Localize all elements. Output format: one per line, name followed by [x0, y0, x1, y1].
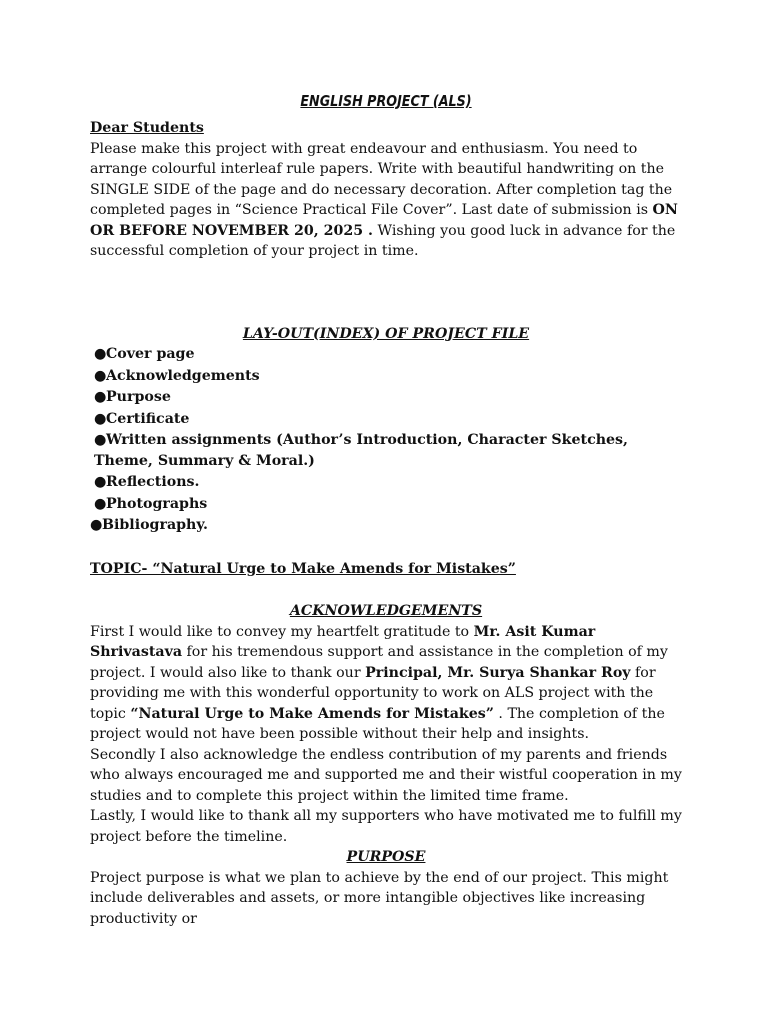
list-item: ●Photographs: [90, 494, 682, 515]
bullet-icon: ●: [94, 474, 107, 490]
topic-line: TOPIC- “Natural Urge to Make Amends for Mistakes”: [90, 560, 516, 577]
list-item: ●Purpose: [90, 387, 682, 408]
list-item: ●Reflections.: [90, 472, 682, 493]
list-item: ●Written assignments (Author’s Introduction, Character Sketches, Theme, Summary & Moral.): [94, 432, 628, 469]
purpose-paragraph: Project purpose is what we plan to achieve by the end of our project. This might include deliverables and assets, or more intangible objectives like increasing productivity or: [90, 869, 669, 927]
intro-paragraph: [90, 139, 682, 262]
list-item: ●Certificate: [90, 409, 682, 430]
acknowledgements-paragraph-3: Lastly, I would like to thank all my supporters who have motivated me to fulfill my project before the timeline.: [90, 808, 682, 845]
bullet-icon: ●: [90, 517, 103, 533]
intro-text-1: Please make this project with great endeavour and enthusiasm. You need to arrange colourful interleaf rule papers. Write with beautiful handwriting on the SINGLE SIDE of the page and do necessary decoration. After completion tag the completed pages in “Science Practical File Cover”. Last date of submission is: [90, 140, 673, 218]
principal-name: Principal, Mr. Surya Shankar Roy: [365, 664, 631, 681]
acknowledgements-paragraph-2: Secondly I also acknowledge the endless contribution of my parents and friends who always encouraged me and supported me and their wistful cooperation in my studies and to complete this project within the limited time frame.: [90, 746, 682, 804]
bullet-icon: ●: [94, 432, 107, 448]
bullet-icon: ●: [94, 495, 107, 512]
list-item: ●Acknowledgements: [90, 366, 682, 387]
intro-text-2: Wishing you good luck in advance for the successful completion of your project in time.: [90, 222, 676, 259]
list-item: ●Bibliography.: [90, 515, 682, 536]
teacher-name: Mr. Asit Kumar Shrivastava: [90, 623, 596, 660]
page-title: ENGLISH PROJECT (ALS): [300, 92, 472, 110]
bullet-icon: ●: [94, 367, 107, 384]
purpose-heading: PURPOSE: [346, 849, 426, 865]
bullet-icon: ●: [94, 410, 107, 427]
layout-heading: LAY-OUT(INDEX) OF PROJECT FILE: [242, 325, 530, 342]
acknowledgements-paragraph-1: First I would like to convey my heartfelt gratitude to Mr. Asit Kumar Shrivastava for his tremendous support and assistance in the completion of my project. I would also like to thank our Principal, Mr. Surya Shankar Roy for providing me with this wonderful opportunity to work on ALS project with the topic “Natural Urge to Make Amends for Mistakes” . The completion of the project would not have been possible without their help and insights.: [90, 623, 668, 742]
layout-index-list: [90, 344, 682, 536]
greeting: Dear Students: [90, 120, 204, 136]
acknowledgements-heading: ACKNOWLEDGEMENTS: [289, 603, 483, 619]
deadline-text: ON OR BEFORE NOVEMBER 20, 2025 .: [90, 202, 678, 239]
document-content: [90, 90, 682, 929]
topic-bold: “Natural Urge to Make Amends for Mistakes”: [130, 705, 494, 722]
bullet-icon: ●: [94, 389, 107, 405]
bullet-icon: ●: [94, 346, 107, 362]
list-item: ●Cover page: [90, 344, 682, 365]
